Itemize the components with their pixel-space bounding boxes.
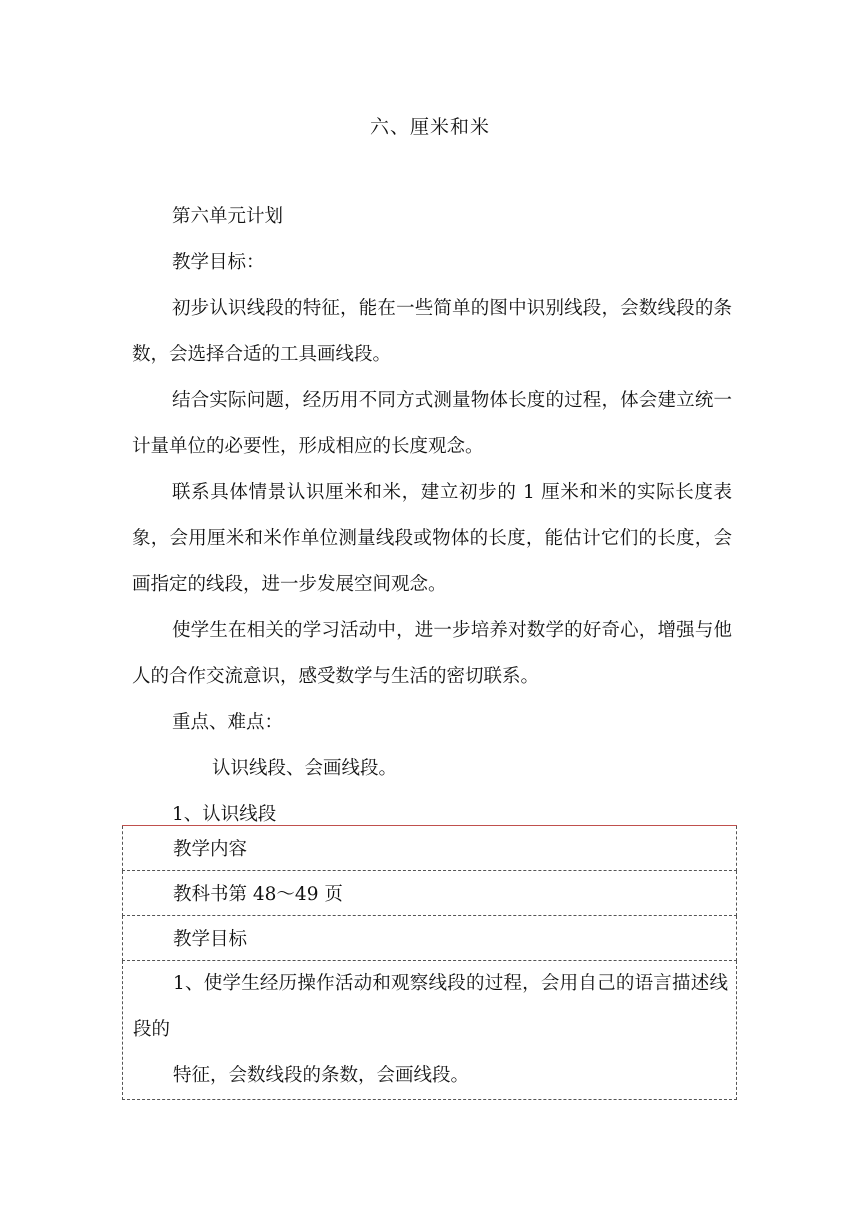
- objective-line-2: 特征，会数线段的条数，会画线段。: [173, 1065, 470, 1086]
- table-cell-objectives-label: 教学目标: [123, 916, 737, 961]
- key-points-heading: 重点、难点：: [172, 712, 284, 733]
- table-cell-objectives: [123, 961, 737, 1100]
- goal-paragraph-4: 使学生在相关的学习活动中，进一步培养对数学的好奇心，增强与他人的合作交流意识，感受数学与生活的密切联系。: [132, 620, 732, 687]
- goal-paragraph-1: 初步认识线段的特征，能在一些简单的图中识别线段，会数线段的条数，会选择合适的工具画线段。: [132, 298, 732, 365]
- lesson-heading: 1、认识线段: [172, 804, 277, 825]
- document-body: [132, 194, 732, 838]
- teaching-goals-heading: 教学目标：: [172, 252, 265, 273]
- page-title: 六、厘米和米: [369, 116, 490, 138]
- objective-line-1: 1、使学生经历操作活动和观察线段的过程，会用自己的语言描述线段的: [133, 973, 728, 1040]
- table-row: [123, 826, 737, 871]
- table-row: [123, 961, 737, 1100]
- goal-paragraph-2: 结合实际问题，经历用不同方式测量物体长度的过程，体会建立统一计量单位的必要性，形成相应的长度观念。: [132, 390, 732, 457]
- unit-plan-heading: 第六单元计划: [172, 206, 284, 227]
- table-row: [123, 916, 737, 961]
- table-row: [123, 871, 737, 916]
- goal-paragraph-3: 联系具体情景认识厘米和米，建立初步的 1 厘米和米的实际长度表象，会用厘米和米作单位测量线段或物体的长度，能估计它们的长度，会画指定的线段，进一步发展空间观念。: [132, 482, 732, 595]
- lesson-table: [122, 825, 737, 1100]
- table-cell-content-label: 教学内容: [123, 826, 737, 871]
- table-cell-textbook-pages: 教科书第 48～49 页: [123, 871, 737, 916]
- key-points-text: 认识线段、会画线段。: [212, 758, 398, 779]
